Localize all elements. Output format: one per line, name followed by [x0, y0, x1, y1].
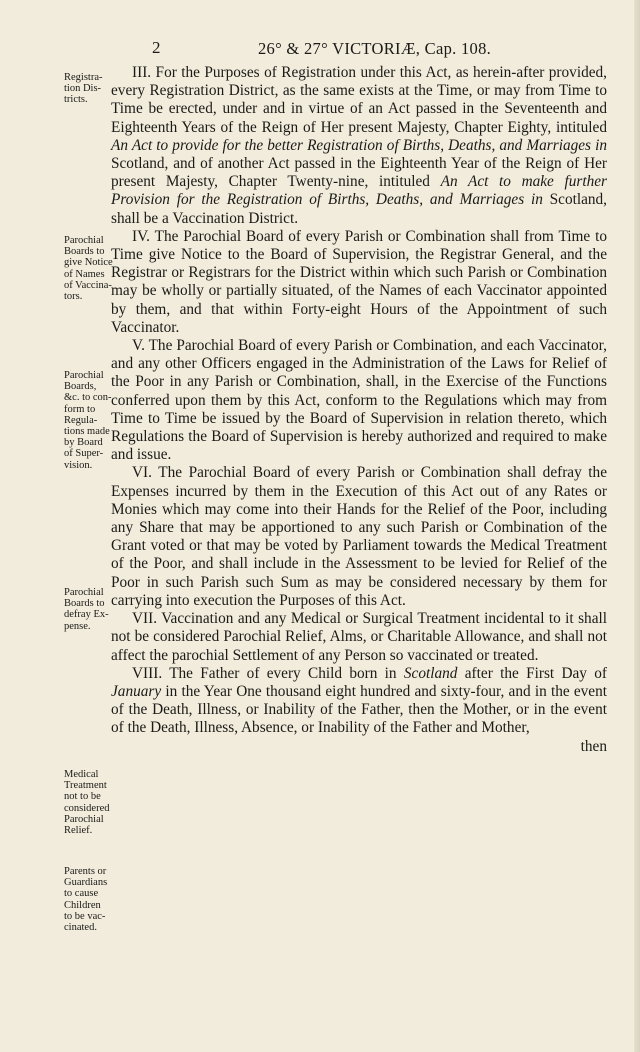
- margin-note-parents-guardians: Parents or Guardians to cause Children to be vac- cinated.: [64, 866, 108, 934]
- section-3: III. For the Purposes of Registration under this Act, as herein-after provided, every Registration District, as the same exists at the Time, or may from Time to Time be erected, under and in virtue of an Act passed in the Seventeenth and Eighteenth Years of the Reign of Her present Majesty, Chapter Eighty, intituled An Act to provide for the better Registration of Births, Deaths, and Marriages in Scotland, and of another Act passed in the Eighteenth Year of the Reign of Her present Majesty, Chapter Twenty-nine, intituled An Act to make further Provision for the Registration of Births, Deaths, and Marriages in Scotland, shall be a Vaccination District.: [111, 64, 607, 227]
- page-header: [0, 38, 640, 64]
- section-numeral: VIII.: [132, 664, 163, 682]
- body-text: [111, 64, 607, 756]
- section-numeral: III.: [132, 64, 152, 81]
- catchword: then: [580, 737, 607, 755]
- section-6: VI. The Parochial Board of every Parish or Combination shall defray the Expenses incurred by them in the Execution of this Act out of any Rates or Monies which may come into their Hands for the Relief of the Poor, including any Share that may be apportioned to any such Parish or Combination of the Grant voted or that may be voted by Parliament towards the Medical Treatment of the Poor, and shall include in the Assessment to be levied for Relief of the Poor in such Parish such Sum as may be considered necessary by them for carrying into execution the Purposes of this Act.: [111, 464, 607, 609]
- margin-note-notice-of-vaccinators: Parochial Boards to give Notice of Names of Vaccina- tors.: [64, 235, 113, 303]
- section-numeral: IV.: [132, 227, 150, 245]
- margin-note-defray-expense: Parochial Boards to defray Ex- pense.: [64, 587, 109, 632]
- page-number: 2: [152, 38, 161, 57]
- margin-note-registration-districts: Registra- tion Dis- tricts.: [64, 72, 103, 106]
- section-numeral: V.: [132, 337, 145, 355]
- section-numeral: VI.: [132, 464, 152, 482]
- margin-note-medical-treatment: Medical Treatment not to be considered Parochial Relief.: [64, 769, 110, 837]
- section-8: VIII. The Father of every Child born in Scotland after the First Day of January in the Year One thousand eight hundred and sixty-four, and in the event of the Death, Illness, or Inability of the Father, then the Mother, or in the event of the Death, Illness, Absence, or Inability of the Father and Mother,: [111, 664, 608, 737]
- section-7: VII. Vaccination and any Medical or Surgical Treatment incidental to it shall not be considered Parochial Relief, Alms, or Charitable Allowance, and shall not affect the parochial Settlement of any Person so vaccinated or treated.: [111, 610, 607, 664]
- margin-note-conform-to-regulations: Parochial Boards, &c. to con- form to Regula- tions made by Board of Super- vision.: [64, 370, 112, 471]
- running-title: 26° & 27° VICTORIÆ, Cap. 108.: [258, 39, 492, 58]
- section-5: V. The Parochial Board of every Parish or Combination, and each Vaccinator, and any other Officers engaged in the Administration of the Laws for Relief of the Poor in any Parish or Combination, shall, in the Exercise of the Functions conferred upon them by this Act, conform to the Regulations which may from Time to Time be issued by the Board of Supervision in relation thereto, which Regulations the Board of Supervision is hereby authorized and required to make and issue.: [111, 337, 607, 464]
- section-numeral: VII.: [132, 610, 158, 628]
- section-4: IV. The Parochial Board of every Parish or Combination shall from Time to Time give Notice to the Board of Supervision, the Registrar General, and the Registrar or Registrars for the District within which such Parish or Combination may be wholly or partially situated, of the Names of each Vaccinator appointed by them, and that within Forty-eight Hours of the Appointment of such Vaccinator.: [111, 227, 607, 336]
- page-edge: [634, 0, 640, 1052]
